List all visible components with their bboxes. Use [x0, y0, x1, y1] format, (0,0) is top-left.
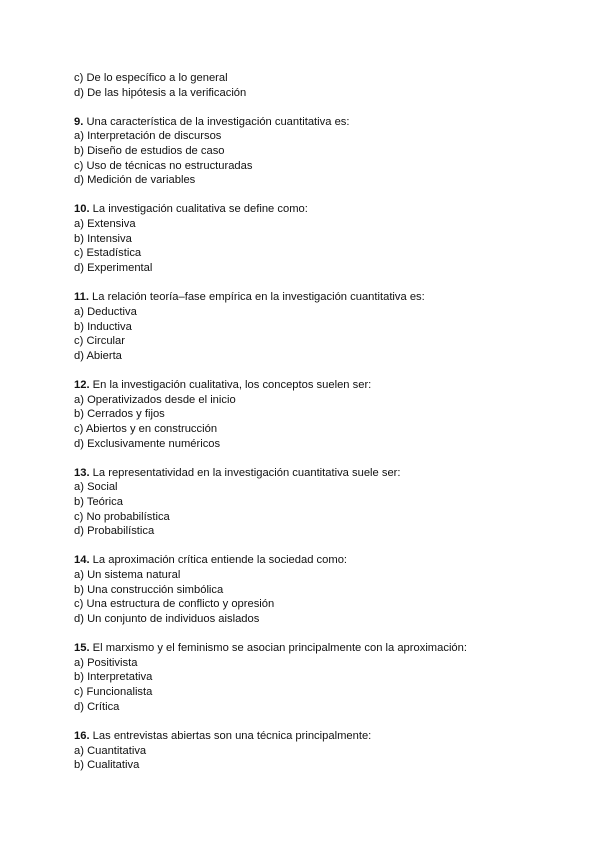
answer-option — [74, 422, 544, 437]
question-stem — [74, 115, 544, 130]
answer-option — [74, 597, 544, 612]
option-text: Positivista — [87, 656, 138, 669]
question-stem — [74, 553, 544, 568]
option-letter: a) — [74, 393, 84, 406]
answer-option — [74, 305, 544, 320]
option-text: Cuantitativa — [87, 744, 147, 757]
question-stem — [74, 466, 544, 481]
answer-option — [74, 129, 544, 144]
question-number: 16. — [74, 729, 90, 742]
option-text: Estadística — [86, 247, 142, 260]
option-letter: c) — [74, 72, 84, 84]
question-number: 11. — [74, 291, 89, 304]
answer-option — [74, 758, 544, 773]
option-letter: a) — [74, 569, 84, 582]
option-letter: b) — [74, 320, 84, 333]
question-number: 9. — [74, 115, 84, 128]
option-letter: a) — [74, 656, 84, 669]
option-text: Operativizados desde el inicio — [87, 393, 236, 406]
option-letter: a) — [74, 481, 84, 494]
option-letter: a) — [74, 130, 84, 143]
option-text: Uso de técnicas no estructuradas — [86, 159, 253, 172]
answer-option — [74, 670, 544, 685]
answer-option — [74, 744, 544, 759]
question-block — [74, 466, 544, 539]
answer-option — [74, 685, 544, 700]
question-text: La aproximación crítica entiende la sociedad como: — [92, 554, 348, 567]
option-letter: b) — [74, 495, 84, 508]
answer-option — [74, 407, 544, 422]
answer-option — [74, 393, 544, 408]
option-text: Una estructura de conflicto y opresión — [86, 598, 275, 611]
option-letter: d) — [74, 86, 84, 99]
option-letter: a) — [74, 744, 84, 757]
option-letter: c) — [74, 247, 84, 260]
answer-option — [74, 568, 544, 583]
answer-option — [74, 261, 544, 276]
option-text: Un sistema natural — [87, 569, 181, 582]
answer-option — [74, 159, 544, 174]
option-letter: c) — [74, 159, 84, 172]
option-letter: a) — [74, 305, 84, 318]
answer-option — [74, 480, 544, 495]
option-text: Cualitativa — [87, 759, 140, 772]
option-letter: d) — [74, 613, 84, 626]
question-text: Una característica de la investigación cuantitativa es: — [86, 115, 350, 128]
option-letter: d) — [74, 700, 84, 713]
option-text: Social — [87, 481, 118, 494]
answer-option — [74, 334, 544, 349]
answer-option — [74, 144, 544, 159]
option-text: Extensiva — [87, 218, 136, 231]
answer-option — [74, 437, 544, 452]
option-text: Medición de variables — [87, 174, 196, 187]
option-letter: d) — [74, 174, 84, 187]
option-letter: d) — [74, 525, 84, 538]
option-letter: c) — [74, 335, 84, 348]
option-text: De lo específico a lo general — [86, 72, 228, 84]
option-text: Circular — [86, 335, 125, 348]
question-stem — [74, 202, 544, 217]
question-number: 10. — [74, 203, 90, 216]
answer-option — [74, 700, 544, 715]
quiz-content — [74, 71, 544, 773]
question-block — [74, 115, 544, 188]
question-stem — [74, 378, 544, 393]
question-text: La relación teoría–fase empírica en la investigación cuantitativa es: — [92, 291, 425, 304]
option-text: Cerrados y fijos — [87, 408, 165, 421]
question-stem — [74, 729, 544, 744]
answer-option — [74, 217, 544, 232]
question-number: 14. — [74, 554, 90, 567]
answer-option — [74, 173, 544, 188]
option-letter: b) — [74, 759, 84, 772]
option-letter: b) — [74, 232, 84, 245]
option-text: Experimental — [87, 262, 153, 275]
answer-option — [74, 232, 544, 247]
question-text: La investigación cualitativa se define como: — [92, 203, 308, 216]
option-letter: b) — [74, 583, 84, 596]
answer-option — [74, 320, 544, 335]
option-text: Probabilística — [87, 525, 155, 538]
answer-option — [74, 71, 544, 86]
question-number: 15. — [74, 642, 90, 655]
question-text: Las entrevistas abiertas son una técnica principalmente: — [92, 729, 372, 742]
question-block — [74, 290, 544, 363]
option-letter: d) — [74, 437, 84, 450]
answer-option — [74, 86, 544, 101]
option-letter: a) — [74, 218, 84, 231]
answer-option — [74, 495, 544, 510]
option-text: Funcionalista — [86, 686, 153, 699]
question-block — [74, 729, 544, 773]
option-letter: c) — [74, 686, 84, 699]
option-text: Una construcción simbólica — [87, 583, 224, 596]
question-block — [74, 202, 544, 275]
option-letter: b) — [74, 671, 84, 684]
answer-option — [74, 524, 544, 539]
option-letter: d) — [74, 349, 84, 362]
question-stem — [74, 641, 544, 656]
answer-option — [74, 246, 544, 261]
continued-question-options — [74, 71, 544, 100]
question-block — [74, 553, 544, 626]
option-letter: b) — [74, 145, 84, 158]
question-text: La representatividad en la investigación cuantitativa suele ser: — [92, 466, 401, 479]
option-text: Deductiva — [87, 305, 137, 318]
option-text: Un conjunto de individuos aislados — [87, 613, 260, 626]
option-letter: b) — [74, 408, 84, 421]
option-text: Abierta — [86, 349, 122, 362]
option-text: Interpretación de discursos — [87, 130, 222, 143]
option-text: Teórica — [86, 495, 123, 508]
option-text: Crítica — [87, 700, 120, 713]
question-number: 12. — [74, 378, 90, 391]
answer-option — [74, 583, 544, 598]
option-text: Interpretativa — [87, 671, 153, 684]
option-text: Exclusivamente numéricos — [87, 437, 221, 450]
option-text: No probabilística — [86, 510, 170, 523]
question-number: 13. — [74, 466, 90, 479]
answer-option — [74, 612, 544, 627]
question-block — [74, 641, 544, 714]
answer-option — [74, 656, 544, 671]
question-text: El marxismo y el feminismo se asocian principalmente con la aproximación: — [92, 642, 467, 655]
option-letter: d) — [74, 262, 84, 275]
option-text: Diseño de estudios de caso — [87, 145, 225, 158]
option-letter: c) — [74, 422, 84, 435]
answer-option — [74, 349, 544, 364]
option-text: De las hipótesis a la verificación — [87, 86, 247, 99]
option-text: Intensiva — [87, 232, 132, 245]
question-text: En la investigación cualitativa, los conceptos suelen ser: — [92, 378, 372, 391]
option-letter: c) — [74, 510, 84, 523]
question-block — [74, 378, 544, 451]
option-letter: c) — [74, 598, 84, 611]
answer-option — [74, 510, 544, 525]
option-text: Abiertos y en construcción — [85, 422, 218, 435]
question-stem — [74, 290, 544, 305]
option-text: Inductiva — [87, 320, 132, 333]
